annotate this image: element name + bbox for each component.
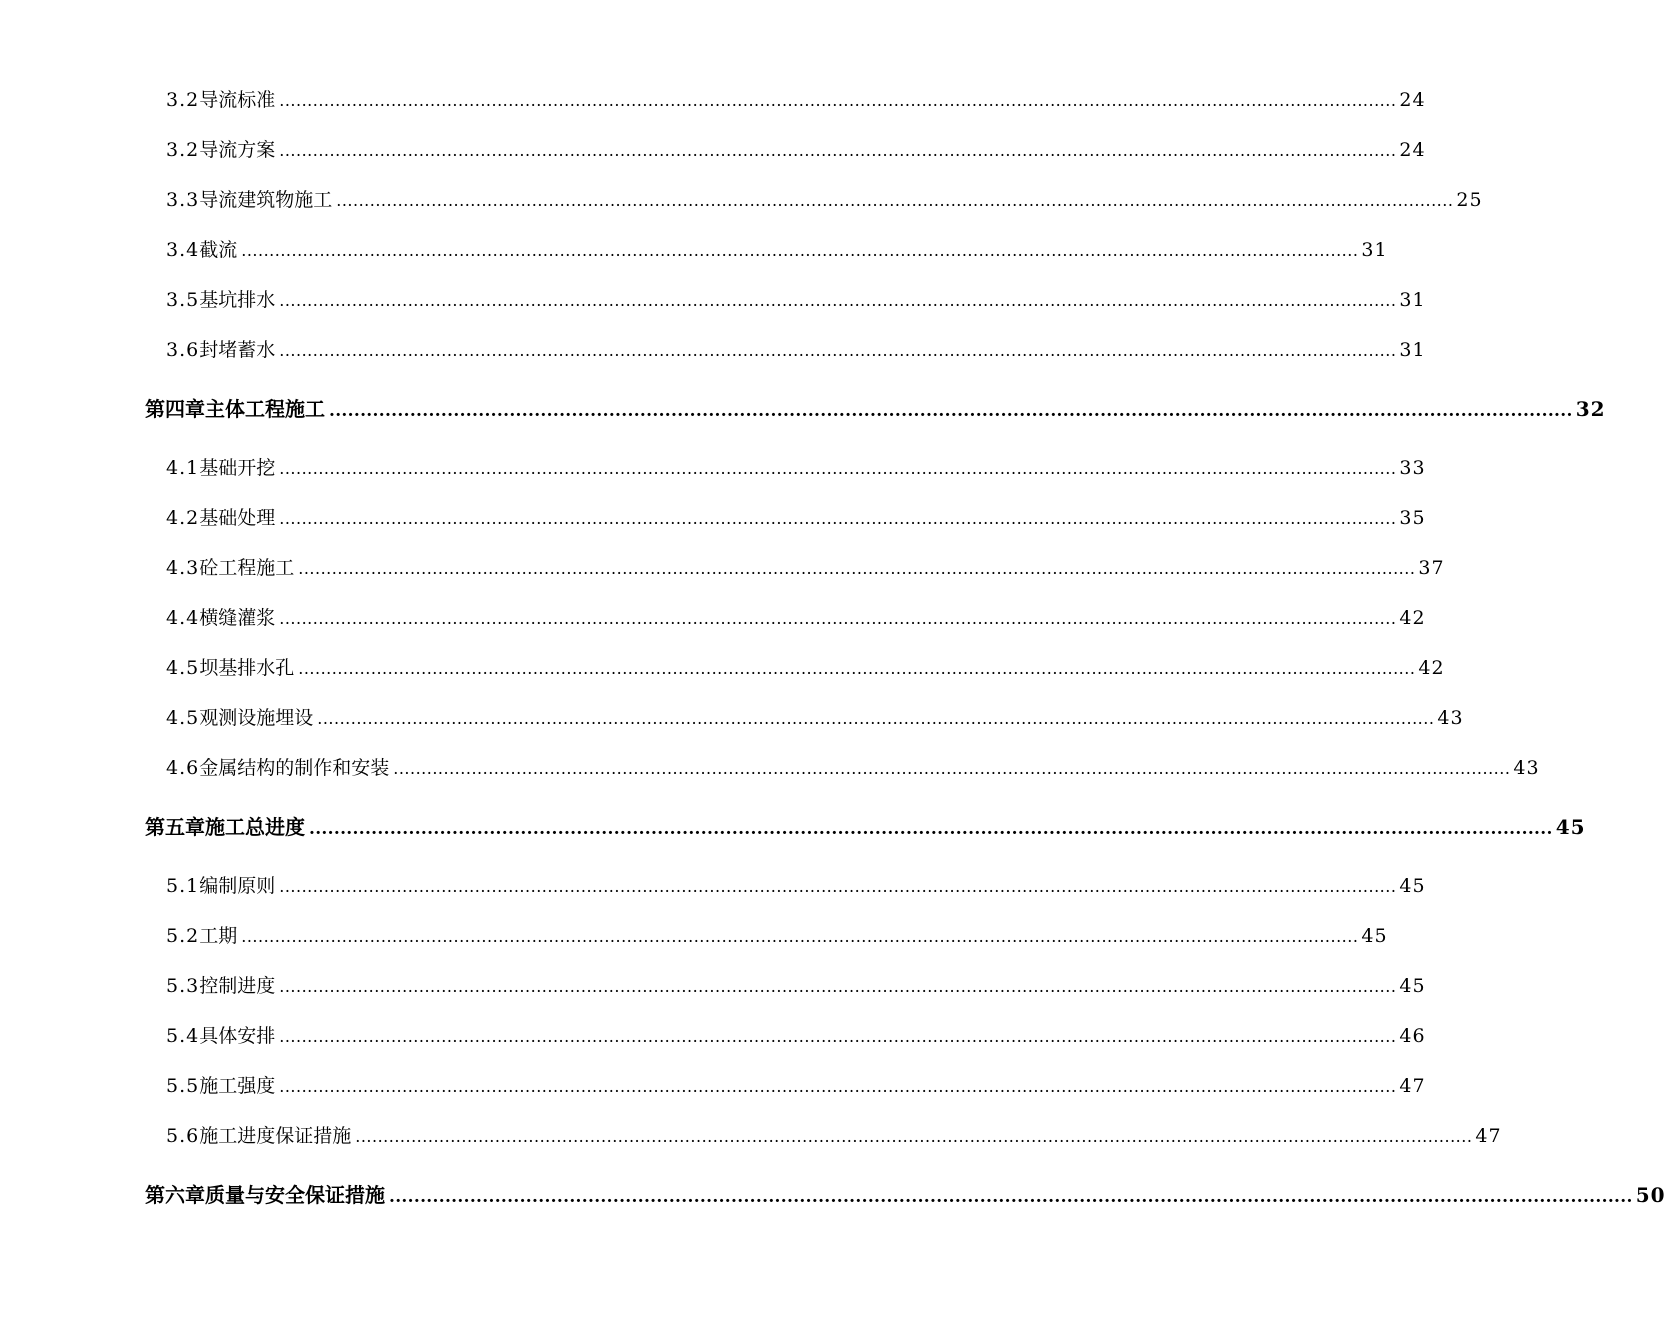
toc-entry-title: 主体工程施工: [205, 397, 325, 421]
toc-entry-title: 工期: [199, 925, 238, 947]
toc-dot-leader: ........................................................................................................................................................................................................: [279, 459, 1397, 478]
toc-dot-leader: ........................................................................................................................................................................................................: [279, 609, 1397, 628]
toc-section-entry[interactable]: [166, 753, 1540, 783]
toc-entry-page-number: 33: [1399, 457, 1426, 479]
toc-entry-title: 施工进度保证措施: [199, 1125, 352, 1147]
toc-section-entry[interactable]: [166, 653, 1445, 683]
toc-section-entry[interactable]: [166, 235, 1388, 265]
toc-entry-title: 横缝灌浆: [199, 607, 276, 629]
toc-entry-page-number: 45: [1555, 815, 1586, 839]
toc-section-entry[interactable]: [166, 135, 1426, 165]
toc-dot-leader: ........................................................................................................................................................................................................: [279, 1077, 1397, 1096]
toc-entry-page-number: 42: [1418, 657, 1445, 679]
toc-dot-leader: ........................................................................................................................................................................................................: [298, 559, 1416, 578]
toc-entry-number: 第四章: [145, 397, 205, 421]
toc-chapter-entry[interactable]: [145, 1180, 1666, 1210]
toc-dot-leader: ........................................................................................................................................................................................................: [279, 1027, 1397, 1046]
toc-entry-title: 施工强度: [199, 1075, 276, 1097]
toc-section-entry[interactable]: [166, 971, 1426, 1001]
toc-entry-title: 坝基排水孔: [199, 657, 295, 679]
toc-entry-page-number: 25: [1456, 189, 1483, 211]
toc-dot-leader: ........................................................................................................................................................................................................: [298, 659, 1416, 678]
toc-entry-page-number: 46: [1399, 1025, 1426, 1047]
toc-dot-leader: ........................................................................................................................................................................................................: [309, 819, 1553, 839]
toc-entry-number: 3.5: [166, 289, 200, 311]
toc-entry-number: 5.6: [166, 1125, 200, 1147]
toc-dot-leader: ........................................................................................................................................................................................................: [279, 341, 1397, 360]
toc-entry-page-number: 42: [1399, 607, 1426, 629]
toc-dot-leader: ........................................................................................................................................................................................................: [393, 759, 1511, 778]
toc-entry-title: 砼工程施工: [199, 557, 295, 579]
toc-entry-page-number: 45: [1361, 925, 1388, 947]
toc-dot-leader: ........................................................................................................................................................................................................: [317, 709, 1435, 728]
toc-dot-leader: ........................................................................................................................................................................................................: [241, 927, 1359, 946]
toc-entry-number: 5.4: [166, 1025, 200, 1047]
toc-entry-page-number: 45: [1399, 975, 1426, 997]
toc-entry-page-number: 31: [1399, 339, 1426, 361]
toc-entry-title: 具体安排: [199, 1025, 276, 1047]
toc-entry-number: 4.3: [166, 557, 200, 579]
toc-entry-number: 3.2: [166, 89, 200, 111]
toc-entry-title: 基坑排水: [199, 289, 276, 311]
toc-entry-number: 3.6: [166, 339, 200, 361]
toc-dot-leader: ........................................................................................................................................................................................................: [279, 91, 1397, 110]
toc-entry-number: 5.5: [166, 1075, 200, 1097]
toc-entry-page-number: 37: [1418, 557, 1445, 579]
toc-entry-number: 4.5: [166, 657, 200, 679]
toc-entry-number: 4.6: [166, 757, 200, 779]
toc-entry-title: 基础开挖: [199, 457, 276, 479]
toc-section-entry[interactable]: [166, 453, 1426, 483]
toc-section-entry[interactable]: [166, 603, 1426, 633]
toc-entry-title: 质量与安全保证措施: [205, 1183, 385, 1207]
toc-dot-leader: ........................................................................................................................................................................................................: [336, 191, 1454, 210]
toc-section-entry[interactable]: [166, 1121, 1502, 1151]
toc-entry-page-number: 47: [1475, 1125, 1502, 1147]
toc-entry-number: 第六章: [145, 1183, 205, 1207]
toc-entry-number: 第五章: [145, 815, 205, 839]
toc-section-entry[interactable]: [166, 85, 1426, 115]
toc-entry-page-number: 35: [1399, 507, 1426, 529]
toc-section-entry[interactable]: [166, 553, 1445, 583]
toc-dot-leader: ........................................................................................................................................................................................................: [279, 291, 1397, 310]
toc-entry-page-number: 31: [1361, 239, 1388, 261]
toc-entry-page-number: 50: [1635, 1183, 1666, 1207]
toc-entry-page-number: 24: [1399, 139, 1426, 161]
toc-entry-number: 4.5: [166, 707, 200, 729]
toc-entry-title: 导流建筑物施工: [199, 189, 333, 211]
toc-entry-title: 基础处理: [199, 507, 276, 529]
toc-entry-title: 观测设施埋设: [199, 707, 314, 729]
toc-entry-title: 封堵蓄水: [199, 339, 276, 361]
toc-dot-leader: ........................................................................................................................................................................................................: [279, 141, 1397, 160]
toc-entry-page-number: 43: [1437, 707, 1464, 729]
toc-section-entry[interactable]: [166, 703, 1464, 733]
toc-entry-title: 导流方案: [199, 139, 276, 161]
toc-entry-number: 4.2: [166, 507, 200, 529]
toc-chapter-entry[interactable]: [145, 394, 1606, 424]
toc-entry-number: 3.3: [166, 189, 200, 211]
toc-entry-page-number: 47: [1399, 1075, 1426, 1097]
toc-entry-page-number: 32: [1575, 397, 1606, 421]
toc-dot-leader: ........................................................................................................................................................................................................: [279, 509, 1397, 528]
toc-section-entry[interactable]: [166, 1071, 1426, 1101]
toc-dot-leader: ........................................................................................................................................................................................................: [279, 977, 1397, 996]
toc-section-entry[interactable]: [166, 335, 1426, 365]
toc-section-entry[interactable]: [166, 1021, 1426, 1051]
toc-entry-title: 截流: [199, 239, 238, 261]
toc-entry-page-number: 24: [1399, 89, 1426, 111]
toc-section-entry[interactable]: [166, 285, 1426, 315]
toc-entry-title: 金属结构的制作和安装: [199, 757, 390, 779]
toc-entry-page-number: 31: [1399, 289, 1426, 311]
toc-section-entry[interactable]: [166, 503, 1426, 533]
toc-dot-leader: ........................................................................................................................................................................................................: [279, 877, 1397, 896]
toc-entry-title: 施工总进度: [205, 815, 305, 839]
toc-chapter-entry[interactable]: [145, 812, 1586, 842]
toc-entry-number: 5.2: [166, 925, 200, 947]
toc-entry-number: 4.4: [166, 607, 200, 629]
toc-dot-leader: ........................................................................................................................................................................................................: [241, 241, 1359, 260]
toc-section-entry[interactable]: [166, 871, 1426, 901]
toc-entry-number: 3.4: [166, 239, 200, 261]
toc-entry-number: 4.1: [166, 457, 200, 479]
toc-entry-title: 导流标准: [199, 89, 276, 111]
toc-entry-number: 5.3: [166, 975, 200, 997]
toc-section-entry[interactable]: [166, 921, 1388, 951]
toc-dot-leader: ........................................................................................................................................................................................................: [355, 1127, 1473, 1146]
toc-section-entry[interactable]: [166, 185, 1483, 215]
toc-dot-leader: ........................................................................................................................................................................................................: [389, 1187, 1633, 1207]
toc-entry-page-number: 45: [1399, 875, 1426, 897]
toc-entry-title: 控制进度: [199, 975, 276, 997]
toc-dot-leader: ........................................................................................................................................................................................................: [329, 401, 1573, 421]
toc-entry-number: 5.1: [166, 875, 200, 897]
toc-entry-number: 3.2: [166, 139, 200, 161]
toc-entry-page-number: 43: [1513, 757, 1540, 779]
toc-entry-title: 编制原则: [199, 875, 276, 897]
